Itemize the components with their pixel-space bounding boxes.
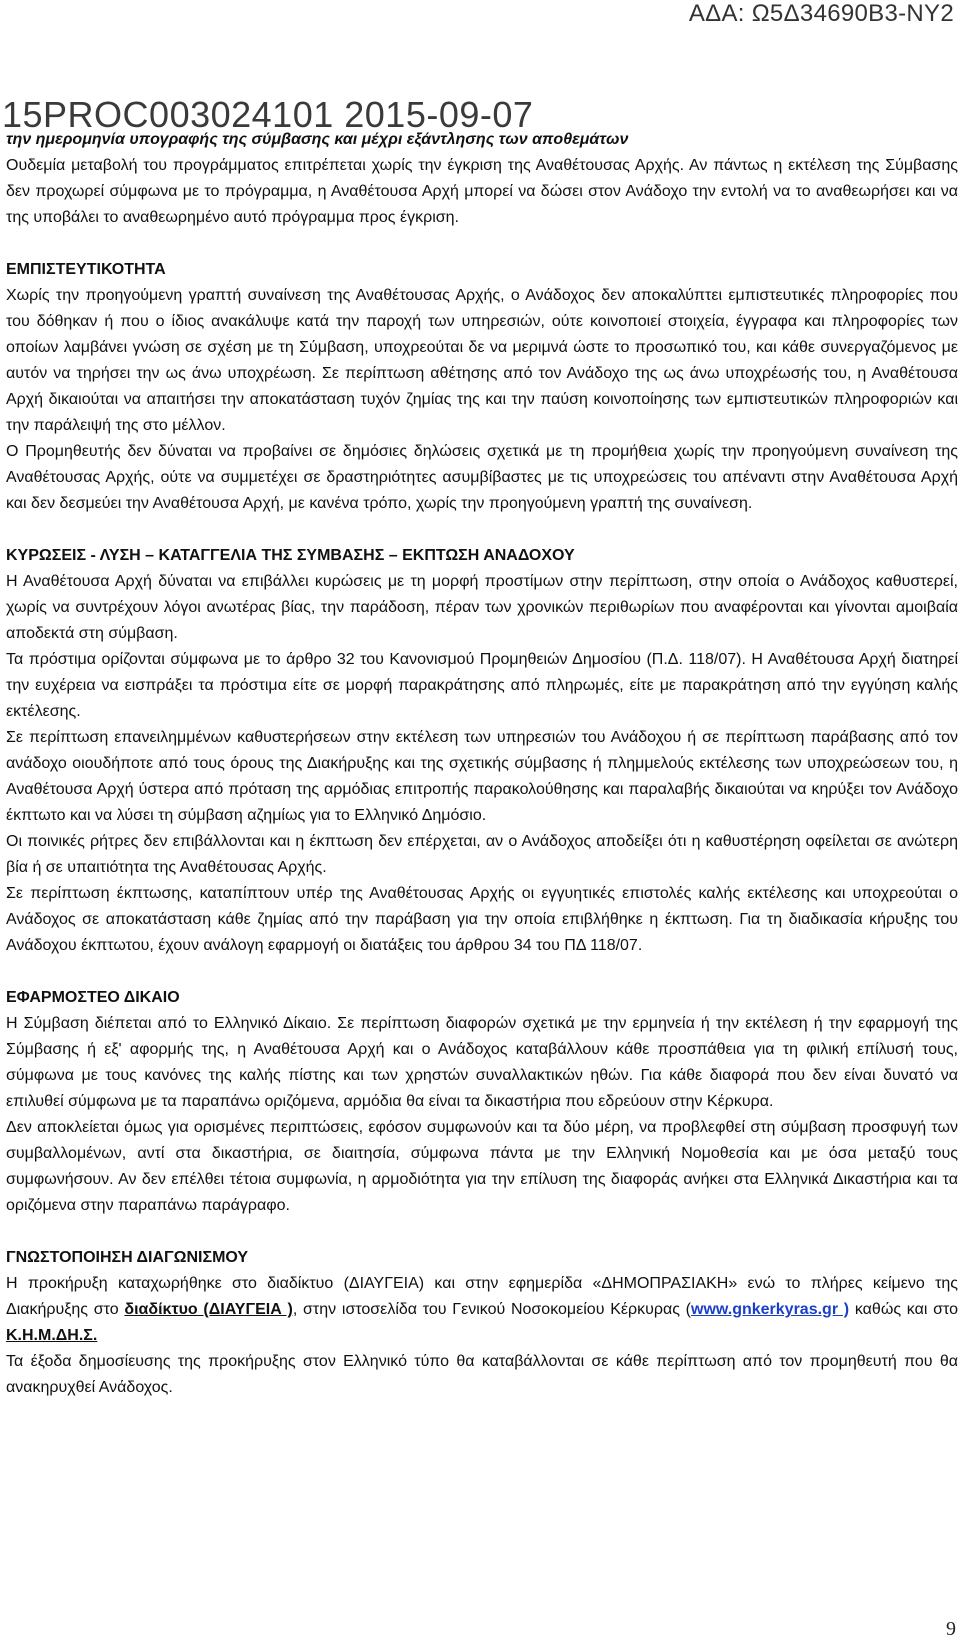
confidentiality-paragraph-2: Ο Προμηθευτής δεν δύναται να προβαίνει σε δημόσιες δηλώσεις σχετικά με τη προμήθεια χωρίς την προηγούμενη συναίνεση της Αναθέτουσας Αρχής, ούτε να συμμετέχει σε δραστηριότητες ασυμβίβαστες με τις υποχρεώσεις του απέναντι στην Αναθέτουσα Αρχή και δεν δεσμεύει την Αναθέτουσα Αρχή, με κανένα τρόπο, χωρίς την προηγούμενη γραπτή της συναίνεση. — [6, 443, 958, 512]
notice-text-b: , στην ιστοσελίδα του Γενικού Νοσοκομείου Κέρκυρας ( — [292, 1301, 692, 1318]
diavgeia-link[interactable]: διαδίκτυο (ΔΙΑΥΓΕΙΑ ) — [124, 1301, 293, 1318]
intro-heading: την ημερομηνία υπογραφής της σύμβασης και μέχρι εξάντλησης των αποθεμάτων — [6, 131, 629, 148]
khmdhs-link[interactable]: Κ.Η.Μ.ΔΗ.Σ. — [6, 1327, 98, 1344]
document-body — [6, 127, 958, 1401]
confidentiality-heading: ΕΜΠΙΣΤΕΥΤΙΚΟΤΗΤΑ — [6, 261, 166, 278]
law-paragraph-1: Η Σύμβαση διέπεται από το Ελληνικό Δίκαιο. Σε περίπτωση διαφορών σχετικά με την ερμηνεία ή την εκτέλεση ή την εφαρμογή της Σύμβασης ή εξ' αφορμής της, η Αναθέτουσα Αρχή και ο Ανάδοχος καταβάλλουν κάθε προσπάθεια για τη φιλική επίλυσή τους, σύμφωνα με τους κανόνες της καλής πίστης και των χρηστών συναλλακτικών ηθών. Για κάθε διαφορά που δεν είναι δυνατό να επιλυθεί σύμφωνα με τα παραπάνω οριζόμενα, αρμόδια θα είναι τα δικαστήρια που εδρεύουν στην Κέρκυρα. — [6, 1015, 958, 1110]
sanctions-paragraph-3: Σε περίπτωση επανειλημμένων καθυστερήσεων στην εκτέλεση των υπηρεσιών του Ανάδοχου ή σε περίπτωση παράβασης από τον ανάδοχο οιουδήποτε από τους όρους της Διακήρυξης και της σχετικής σύμβασης ή πλημμελούς εκτέλεσης των υποχρεώσεων του, η Αναθέτουσα Αρχή ύστερα από πρόταση της αρμόδιας επιτροπής παρακολούθησης και παραλαβής δικαιούται να κηρύξει τον Ανάδοχο έκπτωτο και να λύσει τη σύμβαση αζημίως για το Ελληνικό Δημόσιο. — [6, 729, 958, 824]
sanctions-paragraph-5: Σε περίπτωση έκπτωσης, καταπίπτουν υπέρ της Αναθέτουσας Αρχής οι εγγυητικές επιστολές καλής εκτέλεσης και υποχρεούται ο Ανάδοχος σε αποκατάσταση κάθε ζημίας από την παράβαση για την οποία επιβλήθηκε η έκπτωση. Για τη διαδικασία κήρυξης του Ανάδοχου έκπτωτου, έχουν ανάλογη εφαρμογή οι διατάξεις του άρθρου 34 του ΠΔ 118/07. — [6, 885, 958, 954]
confidentiality-paragraph-1: Χωρίς την προηγούμενη γραπτή συναίνεση της Αναθέτουσας Αρχής, ο Ανάδοχος δεν αποκαλύπτει εμπιστευτικές πληροφορίες που του δόθηκαν ή που ο ίδιος ανακάλυψε κατά την παροχή των υπηρεσιών, ούτε κοινοποιεί στοιχεία, έγγραφα και πληροφορίες των οποίων λαμβάνει γνώση σε σχέση με τη Σύμβαση, υποχρεούται δε να μεριμνά ώστε το προσωπικό του, και κάθε συνεργαζόμενος με αυτόν να τηρήσει την ως άνω υποχρέωση. Σε περίπτωση αθέτησης από τον Ανάδοχο της ως άνω υποχρέωσής του, η Αναθέτουσα Αρχή δικαιούται να απαιτήσει την αποκατάσταση τυχόν ζημίας της και την παύση κοινοποίησης των εμπιστευτικών πληροφοριών και την παράλειψή της στο μέλλον. — [6, 287, 958, 434]
sanctions-heading: ΚΥΡΩΣΕΙΣ - ΛΥΣΗ – ΚΑΤΑΓΓΕΛΙΑ ΤΗΣ ΣΥΜΒΑΣΗΣ – ΕΚΠΤΩΣΗ ΑΝΑΔΟΧΟΥ — [6, 547, 575, 564]
ada-identifier: ΑΔΑ: Ω5Δ34690Β3-ΝΥ2 — [688, 0, 954, 27]
law-heading: ΕΦΑΡΜΟΣΤΕΟ ΔΙΚΑΙΟ — [6, 989, 180, 1006]
sanctions-paragraph-1: Η Αναθέτουσα Αρχή δύναται να επιβάλλει κυρώσεις με τη μορφή προστίμων στην περίπτωση, στην οποία ο Ανάδοχος καθυστερεί, χωρίς να συντρέχουν λόγοι ανωτέρας βίας, την παράδοση, πέραν των χρονικών περιθωρίων που αναφέρονται και γίνονται αμοιβαία αποδεκτά στη σύμβαση. — [6, 573, 958, 642]
hospital-website-link[interactable]: www.gnkerkyras.gr ) — [691, 1301, 850, 1318]
sanctions-paragraph-4: Οι ποινικές ρήτρες δεν επιβάλλονται και η έκπτωση δεν επέρχεται, αν ο Ανάδοχος αποδείξει ότι η καθυστέρηση οφείλεται σε ανώτερη βία ή σε υπαιτιότητα της Αναθέτουσας Αρχής. — [6, 833, 958, 876]
intro-paragraph: Ουδεμία μεταβολή του προγράμματος επιτρέπεται χωρίς την έγκριση της Αναθέτουσας Αρχής. Αν πάντως η εκτέλεση της Σύμβασης δεν προχωρεί σύμφωνα με το πρόγραμμα, η Αναθέτουσα Αρχή μπορεί να δώσει στον Ανάδοχο την εντολή να το αναθεωρήσει και να της υποβάλει το αναθεωρημένο αυτό πρόγραμμα προς έγκριση. — [6, 157, 958, 226]
sanctions-paragraph-2: Τα πρόστιμα ορίζονται σύμφωνα με το άρθρο 32 του Κανονισμού Προμηθειών Δημοσίου (Π.Δ. 118/07). Η Αναθέτουσα Αρχή διατηρεί την ευχέρεια να εισπράξει τα πρόστιμα είτε σε μορφή παρακράτησης από πληρωμές, είτε με παρακράτηση από την εγγύηση καλής εκτέλεσης. — [6, 651, 958, 720]
law-paragraph-2: Δεν αποκλείεται όμως για ορισμένες περιπτώσεις, εφόσον συμφωνούν και τα δύο μέρη, να προβλεφθεί στη σύμβαση προσφυγή των συμβαλλομένων, αντί στα δικαστήρια, σε διαιτησία, σύμφωνα πάντα με την Ελληνική Νομοθεσία και με όσα μεταξύ τους συμφωνήσουν. Αν δεν επέλθει τέτοια συμφωνία, η αρμοδιότητα για την επίλυση της διαφοράς ανήκει στα Ελληνικά Δικαστήρια και τα οριζόμενα στην παραπάνω παράγραφο. — [6, 1119, 958, 1214]
notice-paragraph-2: Τα έξοδα δημοσίευσης της προκήρυξης στον Ελληνικό τύπο θα καταβάλλονται σε κάθε περίπτωση από τον προμηθευτή που θα ανακηρυχθεί Ανάδοχος. — [6, 1353, 958, 1396]
notice-text-a: Η προκήρυξη καταχωρήθηκε στο διαδίκτυο (ΔΙΑΥΓΕΙΑ) και στην εφημερίδα «ΔΗΜΟΠΡΑΣΙΑΚΗ» ενώ το πλήρες κείμενο της Διακήρυξης στο — [6, 1275, 958, 1318]
procurement-stamp: 15PROC003024101 2015-09-07 — [2, 94, 534, 135]
notice-text-c: καθώς και στο — [849, 1301, 959, 1318]
notice-heading: ΓΝΩΣΤΟΠΟΙΗΣΗ ΔΙΑΓΩΝΙΣΜΟΥ — [6, 1249, 249, 1266]
page-number: 9 — [946, 1618, 956, 1640]
notice-paragraph-1 — [6, 1271, 958, 1349]
